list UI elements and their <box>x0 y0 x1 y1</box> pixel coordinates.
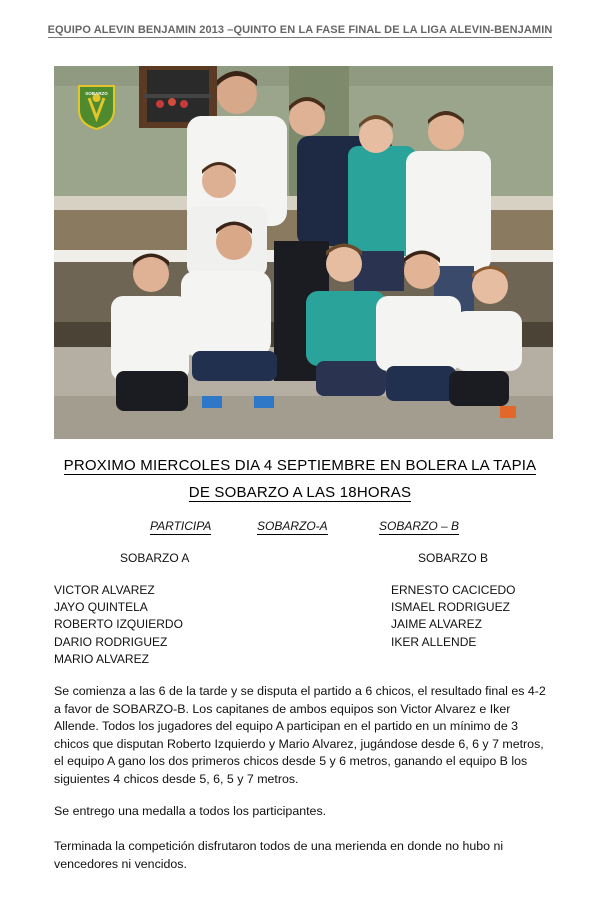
player-name: JAYO QUINTELA <box>54 600 148 615</box>
match-summary-paragraph: Se comienza a las 6 de la tarde y se disputa el partido a 6 chicos, el resultado final es 4-2 a favor de SOBARZO-B. Los capitanes de ambos equipos son Victor Alvarez e Iker Allende. Todos los jugadores del equipo A participan en el partido en un mínimo de 3 chicos que disputan Roberto Izquierdo y Mario Alvarez, jugándose desde 6, 6 y 7 metros, el equipo A gano los dos primeros chicos desde 5 y 6 metros, ganando el equipo B los siguientes 4 chicos desde 5, 6, 5 y 7 metros. <box>54 684 546 786</box>
medal-paragraph: Se entrego una medalla a todos los participantes. <box>54 804 327 818</box>
player-name: IKER ALLENDE <box>391 634 477 649</box>
announcement-line-2 <box>0 484 600 501</box>
participa-team-a: SOBARZO-A <box>257 519 328 533</box>
badge-text: SOBARZO <box>85 91 108 96</box>
team-b-title: SOBARZO B <box>418 551 489 565</box>
team-a-roster <box>54 582 183 668</box>
player-name: ERNESTO CACICEDO <box>391 583 516 597</box>
announcement-line-2-text: DE SOBARZO A LAS 18HORAS <box>188 484 412 501</box>
team-a-title: SOBARZO A <box>120 551 190 565</box>
player-name: DARIO RODRIGUEZ <box>54 634 168 649</box>
player-name: ROBERTO IZQUIERDO <box>54 617 183 632</box>
announcement-line-1 <box>0 457 600 474</box>
club-badge <box>77 84 116 131</box>
team-b-roster <box>391 582 515 651</box>
document-header <box>0 24 600 36</box>
player-name: VICTOR ALVAREZ <box>54 583 155 597</box>
closing-paragraph: Terminada la competición disfrutaron todos de una merienda en donde no hubo ni vencedores ni vencidos. <box>54 839 504 871</box>
participa-team-b: SOBARZO – B <box>379 519 460 533</box>
player-name: ISMAEL RODRIGUEZ <box>391 600 510 615</box>
announcement-line-1-text: PROXIMO MIERCOLES DIA 4 SEPTIEMBRE EN BOLERA LA TAPIA <box>63 457 537 474</box>
player-name: JAIME ALVAREZ <box>391 617 482 632</box>
participa-label: PARTICIPA <box>150 519 212 533</box>
team-photo <box>54 66 553 439</box>
header-text: EQUIPO ALEVIN BENJAMIN 2013 –QUINTO EN LA FASE FINAL DE LA LIGA ALEVIN-BENJAMIN <box>47 24 553 36</box>
player-name: MARIO ALVAREZ <box>54 651 149 666</box>
